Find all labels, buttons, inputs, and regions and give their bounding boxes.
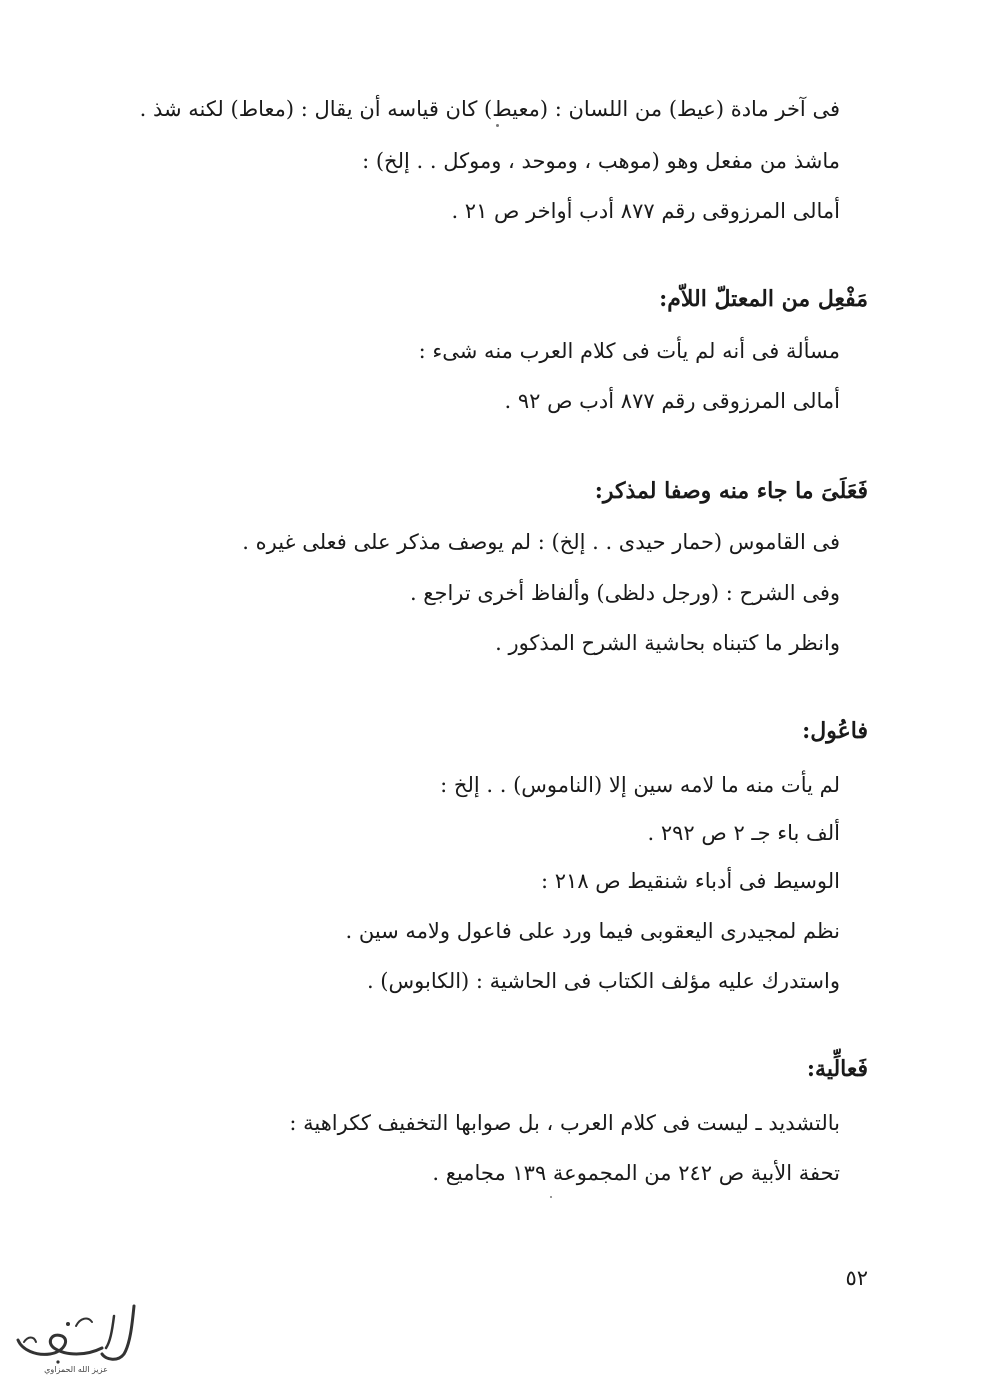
section-heading: فاعُول: <box>802 718 868 744</box>
text-line: ألف باء جـ ٢ ص ٢٩٢ . <box>647 821 840 845</box>
text-line: واستدرك عليه مؤلف الكتاب فى الحاشية : (الكابوس) . <box>366 969 840 993</box>
text-line: أمالى المرزوقى رقم ٨٧٧ أدب أواخر ص ٢١ . <box>451 199 840 223</box>
section-heading: فَعَلَىَ ما جاء منه وصفا لمذكر: <box>594 478 868 504</box>
text-line: مسألة فى أنه لم يأت فى كلام العرب منه شىء : <box>418 339 840 363</box>
text-line: ماشذ من مفعل وهو (موهب ، وموحد ، وموكل . . إلخ) : <box>362 149 840 173</box>
text-line: فى القاموس (حمار حيدى . . إلخ) : لم يوصف مذكر على فعلى غيره . <box>242 530 840 554</box>
calligraphy-logo <box>6 1296 146 1376</box>
text-line: تحفة الأبية ص ٢٤٢ من المجموعة ١٣٩ مجاميع . <box>432 1161 840 1185</box>
page-number: ٥٢ <box>845 1266 868 1290</box>
text-line: لم يأت منه ما لامه سين إلا (الناموس) . . إلخ : <box>440 773 840 797</box>
text-line: نظم لمجيدرى اليعقوبى فيما ورد على فاعول ولامه سين . <box>345 919 840 943</box>
text-line: فى آخر مادة (عيط) من اللسان : (معيط) كان قياسه أن يقال : (معاط) لكنه شذ . <box>139 97 840 121</box>
text-line: وانظر ما كتبناه بحاشية الشرح المذكور . <box>495 631 840 655</box>
section-heading: فَعالِّية: <box>806 1056 868 1082</box>
scan-speck <box>550 1196 552 1198</box>
scan-speck <box>496 124 499 127</box>
text-line: أمالى المرزوقى رقم ٨٧٧ أدب ص ٩٢ . <box>504 389 840 413</box>
text-line: وفى الشرح : (ورجل دلظى) وألفاظ أخرى تراجع . <box>409 581 840 605</box>
text-line: الوسيط فى أدباء شنقيط ص ٢١٨ : <box>541 869 840 893</box>
text-line: بالتشديد ـ ليست فى كلام العرب ، بل صوابها التخفيف ككراهية : <box>289 1111 840 1135</box>
logo-subtext: عزيز الله الحمزاوي <box>44 1365 108 1374</box>
section-heading: مَفْعِل من المعتلّ اللاّم: <box>659 286 868 312</box>
